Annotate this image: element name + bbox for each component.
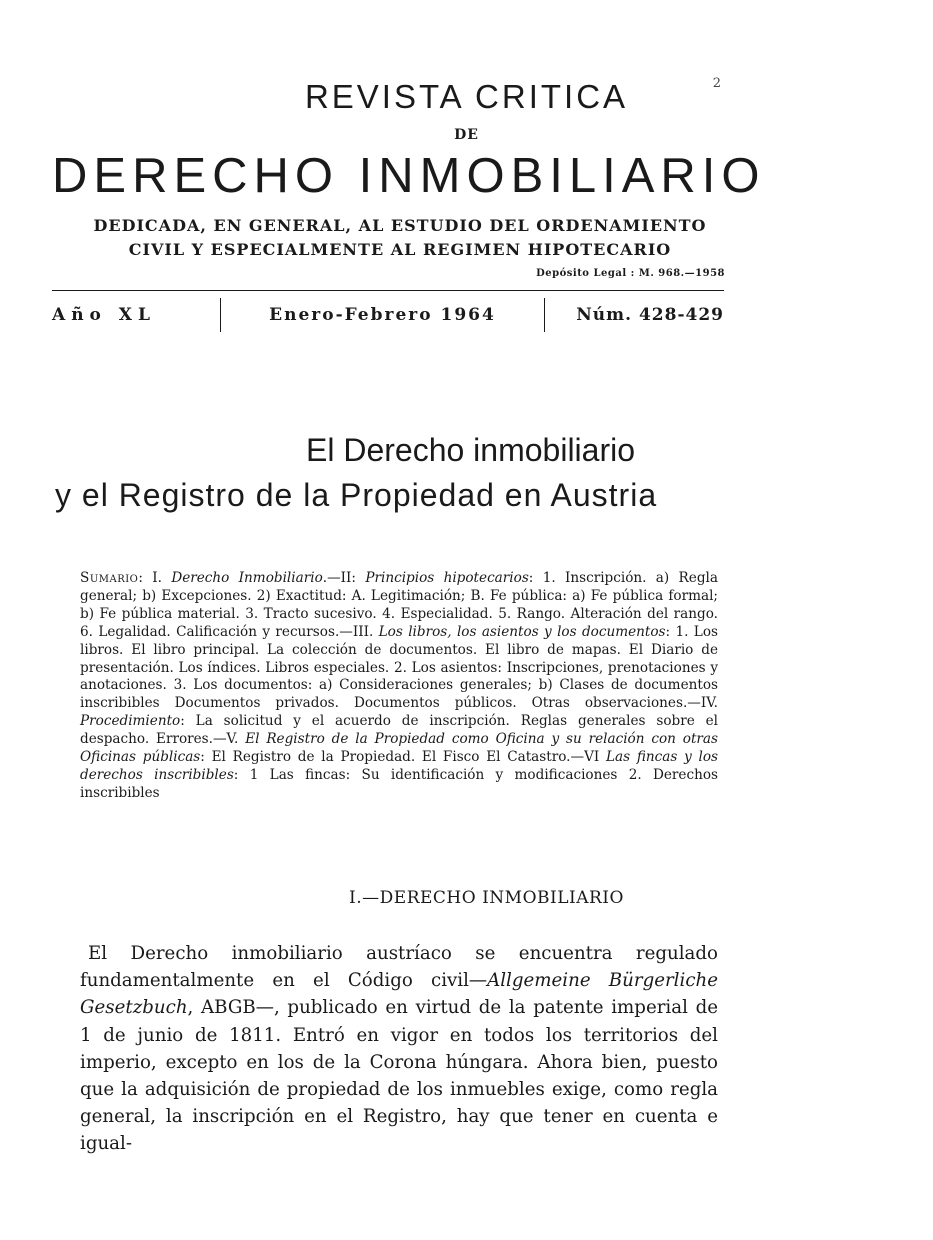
- summary-section-title: Procedimiento: [80, 713, 181, 730]
- page-mark: 2: [712, 76, 721, 91]
- summary-text: : 1. Los libros. El libro principal. La colección de documentos. El libro de mapas. El Diario de presentación. Los índices. Libros especiales. 2. Los asientos: Inscripciones, prenotaciones y anotaciones. 3. Los documentos: a) Consideraciones generales; b) Clases de documentos inscribibles Documentos privados. Documentos públicos. Otras observaciones.—IV.: [80, 623, 718, 712]
- issue-bar: [52, 290, 724, 331]
- dedication-line-1: DEDICADA, EN GENERAL, AL ESTUDIO DEL ORDENAMIENTO: [93, 216, 707, 235]
- summary-text: : 1 Las fincas: Su identificación y modificaciones 2. Derechos inscribibles: [80, 766, 718, 801]
- summary-text: : La solicitud y el acuerdo de inscripción. Reglas generales sobre el despacho. Errores.—V.: [80, 713, 718, 748]
- body-text: , ABGB—, publicado en virtud de la patente imperial de 1 de junio de 1811. Entró en vigor en todos los territorios del imperio, excepto en los de la Corona húngara. Ahora bien, puesto que la adquisición de propiedad de los inmuebles exige, como regla general, la inscripción en el Registro, hay que tener en cuenta e igual-: [80, 997, 718, 1155]
- article-summary: [80, 570, 718, 803]
- summary-text: : 1. Inscripción. a) Regla general; b) Excepciones. 2) Exactitud: A. Legitimación; B. Fe pública: a) Fe pública formal; b) Fe pública material. 3. Tracto sucesivo. 4. Especialidad. 5. Rango. Alteración del rango. 6. Legalidad. Calificación y recursos.—III.: [80, 570, 718, 640]
- dedication-line-2: CIVIL Y ESPECIALMENTE AL REGIMEN HIPOTECARIO: [128, 240, 672, 259]
- issue-date: Enero-Febrero 1964: [220, 298, 545, 332]
- article-title-line-2: y el Registro de la Propiedad en Austria: [55, 477, 658, 513]
- summary-text: .—II:: [322, 570, 366, 586]
- journal-subtitle: DERECHO INMOBILIARIO: [52, 149, 766, 203]
- summary-section-title: Las fincas y los derechos inscribibles: [80, 749, 718, 783]
- issue-year: Año XL: [52, 305, 156, 325]
- summary-text: : El Registro de la Propiedad. El Fisco El Catastro.—VI: [200, 749, 606, 766]
- article-title-line-1: El Derecho inmobiliario: [305, 432, 636, 468]
- legal-deposit: Depósito Legal : M. 968.—1958: [536, 268, 725, 279]
- summary-section-title: Derecho Inmobiliario: [171, 570, 323, 586]
- summary-label: Sumario: [80, 570, 139, 586]
- body-paragraph: [80, 940, 718, 1158]
- journal-dedication: [60, 214, 740, 262]
- section-heading: I.—DERECHO INMOBILIARIO: [349, 888, 624, 908]
- summary-section-title: Principios hipotecarios: [365, 570, 529, 586]
- summary-section-title: El Registro de la Propiedad como Oficina y su relación con otras Oficinas públicas: [80, 731, 718, 766]
- summary-section-title: Los libros, los asientos y los documentos: [378, 623, 666, 640]
- body-text: El Derecho inmobiliario austríaco se encuentra regulado fundamentalmente en el Código civil—: [80, 943, 718, 992]
- journal-title: REVISTA CRITICA: [304, 78, 629, 115]
- body-italic-text: Allgemeine Bürgerliche Gesetzbuch: [80, 970, 718, 1019]
- article-title: [0, 428, 933, 518]
- summary-text: : I.: [138, 570, 172, 586]
- journal-title-de: DE: [454, 127, 479, 143]
- issue-number: Núm. 428-429: [576, 305, 724, 325]
